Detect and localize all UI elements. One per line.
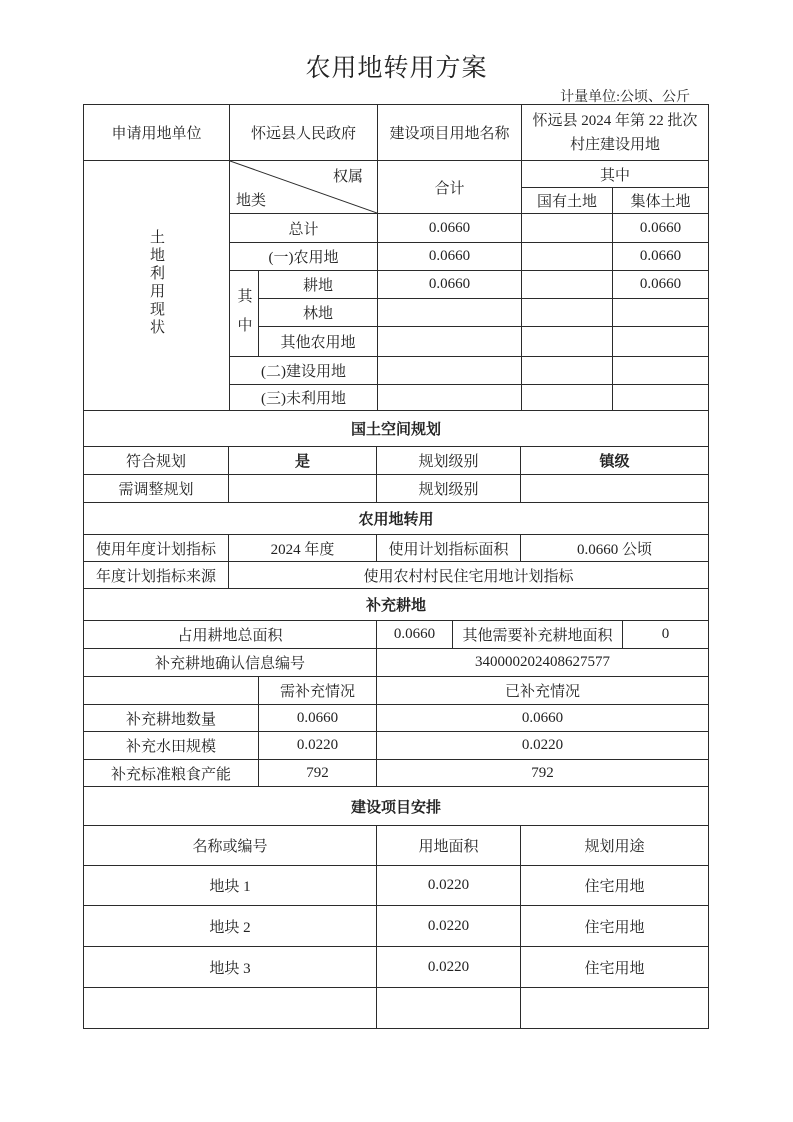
empty-cell xyxy=(522,385,613,411)
conversion-table xyxy=(83,502,709,589)
land-use-status-cell xyxy=(84,161,230,411)
arrangement-table xyxy=(83,786,709,1029)
parcel-name: 地块 2 xyxy=(84,906,377,947)
collective-value: 0.0660 xyxy=(613,271,709,299)
conversion-title: 农用地转用 xyxy=(84,503,709,535)
supplement-row-label: 补充耕地数量 xyxy=(84,705,259,732)
row-label-unused: (三)未利用地 xyxy=(230,385,378,411)
required-value: 0.0220 xyxy=(259,732,377,760)
collective-header: 集体土地 xyxy=(613,188,709,214)
occupied-area-label: 占用耕地总面积 xyxy=(84,621,377,649)
applicant-label: 申请用地单位 xyxy=(84,105,230,161)
row-label-agricultural: (一)农用地 xyxy=(230,243,378,271)
total-value: 0.0660 xyxy=(378,243,522,271)
total-value: 0.0660 xyxy=(378,271,522,299)
form-sheet xyxy=(83,104,708,1029)
plan-source-value: 使用农村村民住宅用地计划指标 xyxy=(229,562,709,589)
planning-level-label: 规划级别 xyxy=(377,475,521,503)
of-which-header: 其中 xyxy=(522,161,709,188)
parcel-area: 0.0220 xyxy=(377,906,521,947)
annual-plan-value: 2024 年度 xyxy=(229,535,377,562)
table-row xyxy=(84,947,709,988)
state-owned-header: 国有土地 xyxy=(522,188,613,214)
spatial-planning-title: 国土空间规划 xyxy=(84,411,709,447)
total-header: 合计 xyxy=(378,161,522,214)
done-value: 0.0220 xyxy=(377,732,709,760)
empty-cell xyxy=(84,988,377,1029)
other-area-label: 其他需要补充耕地面积 xyxy=(453,621,623,649)
project-name-line-1: 怀远县 2024 年第 22 批次 xyxy=(532,112,698,129)
empty-cell xyxy=(378,385,522,411)
name-header: 名称或编号 xyxy=(84,826,377,866)
ownership-landtype-header xyxy=(230,161,378,214)
parcel-name: 地块 1 xyxy=(84,866,377,906)
confirm-code-value: 340000202408627577 xyxy=(377,649,709,677)
sub-group-cell xyxy=(230,271,259,357)
row-label-cultivated: 耕地 xyxy=(259,271,378,299)
done-header: 已补充情况 xyxy=(377,677,709,705)
sub-group-label: 其中 xyxy=(235,288,252,346)
empty-cell xyxy=(613,357,709,385)
empty-cell xyxy=(522,243,613,271)
empty-cell xyxy=(613,385,709,411)
row-label-construction: (二)建设用地 xyxy=(230,357,378,385)
other-area-value: 0 xyxy=(623,621,709,649)
project-name-label: 建设项目用地名称 xyxy=(378,105,522,161)
empty-cell xyxy=(613,299,709,327)
annual-plan-label: 使用年度计划指标 xyxy=(84,535,229,562)
parcel-area: 0.0220 xyxy=(377,947,521,988)
conforms-label: 符合规划 xyxy=(84,447,229,475)
empty-cell xyxy=(378,327,522,357)
empty-cell xyxy=(522,327,613,357)
occupied-area-value: 0.0660 xyxy=(377,621,453,649)
arrangement-title: 建设项目安排 xyxy=(84,787,709,826)
planning-level-value: 镇级 xyxy=(521,447,709,475)
collective-value: 0.0660 xyxy=(613,243,709,271)
land-type-label: 地类 xyxy=(236,193,267,209)
empty-cell xyxy=(522,299,613,327)
project-name-value xyxy=(522,105,709,161)
project-name-line-2: 村庄建设用地 xyxy=(570,136,661,153)
confirm-code-label: 补充耕地确认信息编号 xyxy=(84,649,377,677)
supplement-row-label: 补充水田规模 xyxy=(84,732,259,760)
empty-cell xyxy=(377,988,521,1029)
empty-cell xyxy=(522,214,613,243)
done-value: 792 xyxy=(377,760,709,787)
plan-area-label: 使用计划指标面积 xyxy=(377,535,521,562)
ownership-label: 权属 xyxy=(333,169,364,185)
parcel-use: 住宅用地 xyxy=(521,947,709,988)
empty-cell xyxy=(613,327,709,357)
row-label-total: 总计 xyxy=(230,214,378,243)
land-use-status-label: 土地利用现状 xyxy=(148,229,164,337)
conforms-value: 是 xyxy=(229,447,377,475)
empty-cell xyxy=(229,475,377,503)
applicant-value: 怀远县人民政府 xyxy=(230,105,378,161)
row-label-other-agricultural: 其他农用地 xyxy=(259,327,378,357)
unit-note: 计量单位:公顷、公斤 xyxy=(560,90,690,105)
empty-cell xyxy=(378,357,522,385)
parcel-use: 住宅用地 xyxy=(521,906,709,947)
plan-source-label: 年度计划指标来源 xyxy=(84,562,229,589)
land-use-table xyxy=(83,104,709,411)
parcel-name: 地块 3 xyxy=(84,947,377,988)
parcel-use: 住宅用地 xyxy=(521,866,709,906)
required-value: 0.0660 xyxy=(259,705,377,732)
adjust-label: 需调整规划 xyxy=(84,475,229,503)
spatial-planning-table xyxy=(83,410,709,503)
supplement-title: 补充耕地 xyxy=(84,589,709,621)
parcel-area: 0.0220 xyxy=(377,866,521,906)
empty-cell xyxy=(378,299,522,327)
empty-cell xyxy=(522,271,613,299)
total-value: 0.0660 xyxy=(378,214,522,243)
table-row xyxy=(84,988,709,1029)
done-value: 0.0660 xyxy=(377,705,709,732)
required-header: 需补充情况 xyxy=(259,677,377,705)
planning-level-label: 规划级别 xyxy=(377,447,521,475)
required-value: 792 xyxy=(259,760,377,787)
empty-cell xyxy=(84,677,259,705)
empty-cell xyxy=(521,988,709,1029)
supplement-row-label: 补充标准粮食产能 xyxy=(84,760,259,787)
plan-area-value: 0.0660 公顷 xyxy=(521,535,709,562)
empty-cell xyxy=(521,475,709,503)
table-row xyxy=(84,906,709,947)
empty-cell xyxy=(522,357,613,385)
supplement-table xyxy=(83,588,709,787)
area-header: 用地面积 xyxy=(377,826,521,866)
document-title: 农用地转用方案 xyxy=(305,55,488,82)
row-label-forest: 林地 xyxy=(259,299,378,327)
table-row xyxy=(84,866,709,906)
collective-value: 0.0660 xyxy=(613,214,709,243)
use-header: 规划用途 xyxy=(521,826,709,866)
